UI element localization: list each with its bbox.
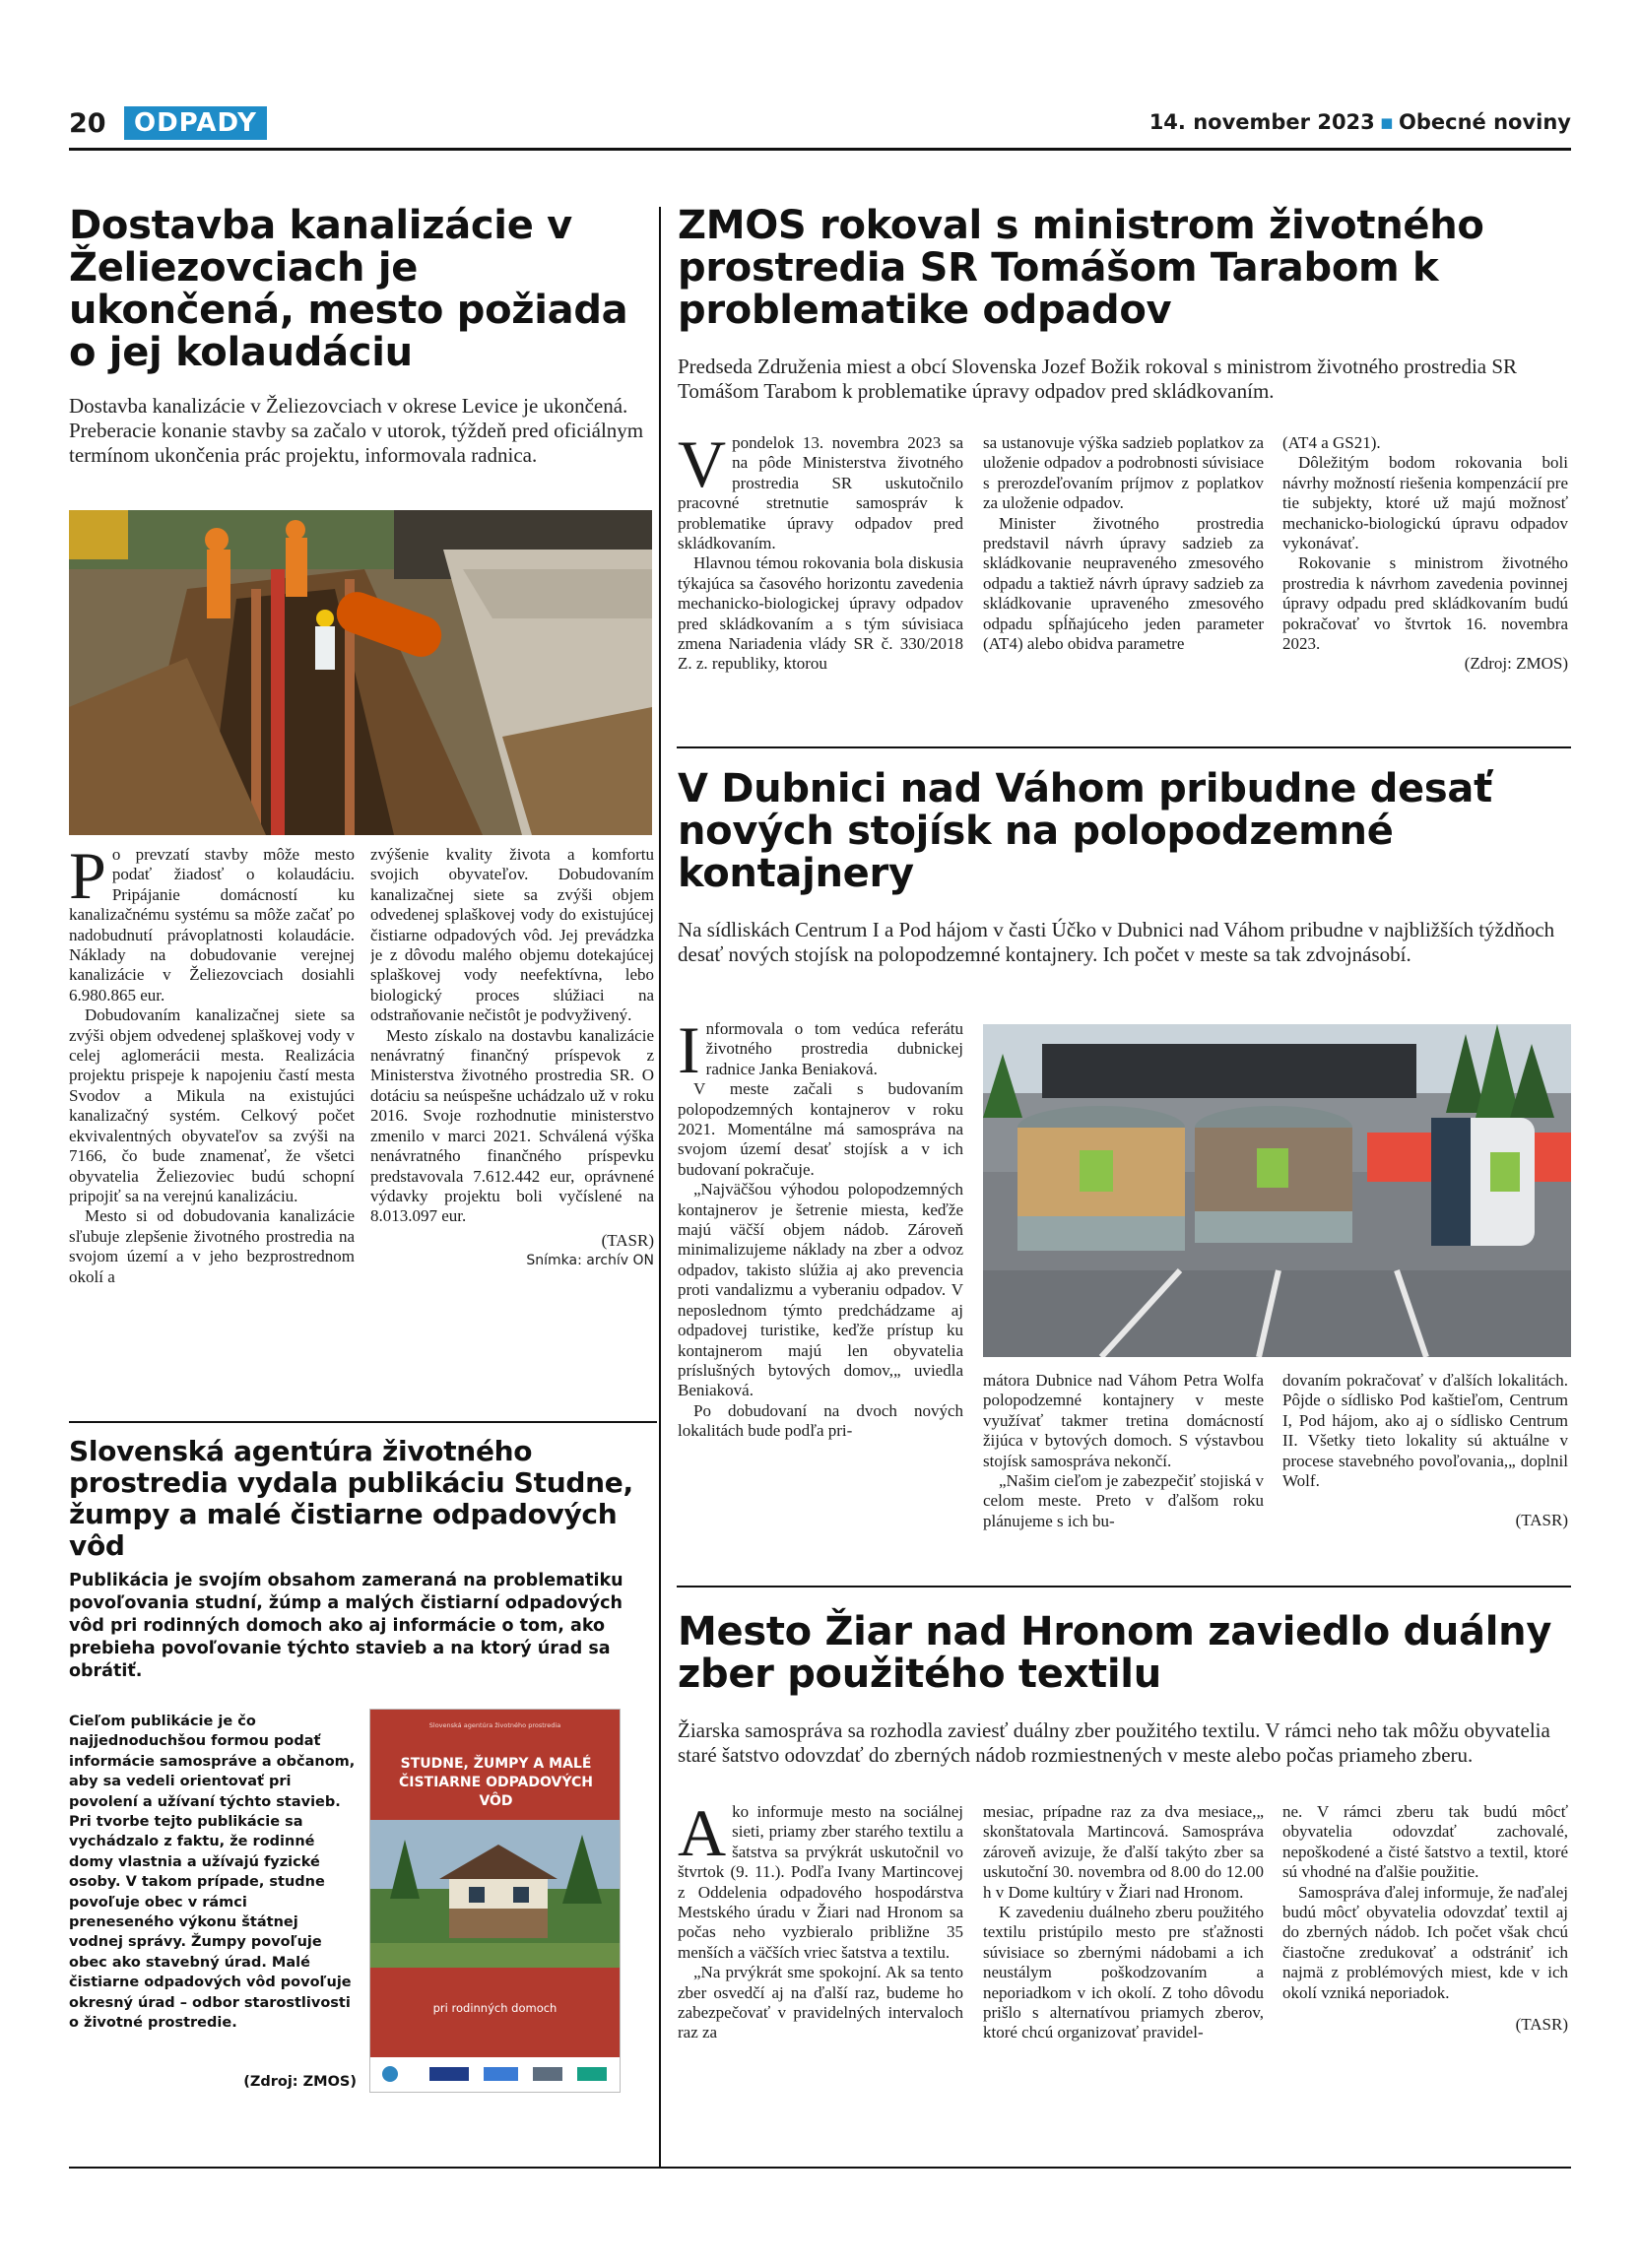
- paragraph: „Najväčšou výhodou polopodzemných kontajnerov je šetrenie miesta, keďže majú väčší objem nádob. Zároveň minimalizujeme náklady na zber a odvoz odpadov, takisto slúžia aj ako prevencia proti vandalizmu a vyberaniu odpadov. V neposlednom týmto predchádzame aj odpadovej turistike, keďže prístup ku kontajnerom majú len obyvatelia príslušných bytových domov,„ uviedla Beniaková.: [678, 1180, 963, 1400]
- paragraph: Dôležitým bodom rokovania boli návrhy možností riešenia kompenzácií pre tie subjekty, ktoré už majú možnosť mechanicko-biologickú úpravu odpadov vykonávať.: [1282, 453, 1568, 553]
- paragraph: zvýšenie kvality života a komfortu svojich obyvateľov. Dobudovaním kanalizačnej siete sa zvýši objem odvedenej splaškovej vody do existujúcej čistiarne odpadových vôd. Jej prevádzka je z dôvodu malého objemu dotekajúcej splaškovej vody neefektívna, lebo biologický proces slúžiaci na odstraňovanie nečistôt je podvyživený.: [370, 845, 654, 1025]
- article2-lead: Predseda Združenia miest a obcí Slovenska Jozef Božik rokoval s ministrom životného prostredia SR Tomášom Tarabom k problematike úpravy odpadov pred skládkovaním.: [678, 355, 1518, 403]
- containers-photo: [983, 1024, 1571, 1357]
- paragraph: Hlavnou témou rokovania bola diskusia týkajúca sa časového horizontu zavedenia mechanicko-biologickej úpravy odpadov pred skládkovaním a s tým súvisiaca zmena Nariadenia vlády SR č. 330/2018 Z. z. republiky, ktorou: [678, 553, 963, 674]
- article2-column-2: [983, 433, 1264, 727]
- paragraph: K zavedeniu duálneho zberu použitého textilu pristúpilo mesto pre sťažnosti súvisiace so zbernými nádobami a ich neustálym poškodzovaním a neporiadkom v ich okolí. Z toho dôvodu prišlo s alternatívou priamych zberov, ktoré chcú organizovať pravidel-: [983, 1903, 1264, 2042]
- column-divider: [659, 207, 661, 2167]
- paragraph: Po dobudovaní na dvoch nových lokalitách bude podľa pri-: [678, 1400, 963, 1441]
- paragraph: ne. V rámci zberu tak budú môcť obyvatelia odovzdať zachovalé, nepoškodené a čisté šatstvo a textil, ktoré sú vhodné na ďalšie použitie.: [1282, 1802, 1568, 1882]
- paragraph: „Na prvýkrát sme spokojní. Ak sa tento zber osvedčí aj na ďalší raz, budeme ho zabezpečovať v pravidelných intervaloch raz za: [678, 1963, 963, 2042]
- paragraph: Mesto si od dobudovania kanalizácie sľubuje zlepšenie životného prostredia na svojom území a v jeho bezprostrednom okolí a: [69, 1206, 355, 1286]
- section-tag: ODPADY: [124, 106, 267, 140]
- section-divider: [677, 1586, 1571, 1588]
- dropcap: A: [678, 1802, 727, 1870]
- header-rule: [69, 148, 1571, 151]
- article3-column-2: [983, 1371, 1264, 1568]
- sponsor-logos: [370, 2057, 620, 2092]
- source-credit: (TASR): [601, 1230, 654, 1250]
- paragraph: ko informuje mesto na sociálnej sieti, priamy zber starého textilu a šatstva sa prvýkrát uskutočnil vo štvrtok (9. 11.). Podľa Ivany Martincovej z Oddelenia odpadového hospodárstva Mestského úradu v Žiari nad Hronom sa počas neho vyzbieralo približne 35 menších a väčších vriec šatstva a textilu.: [678, 1802, 963, 1962]
- source-credit: (Zdroj: ZMOS): [243, 2074, 357, 2090]
- issue-info: [1149, 110, 1571, 134]
- publication-cover: [369, 1709, 621, 2093]
- article5-column-2: [983, 1802, 1264, 2162]
- paragraph: Samospráva ďalej informuje, že naďalej budú môcť obyvatelia odovzdať textil aj do zberných nádob. Ich počet však chcú čiastočne zredukovať a odstrániť ich najmä z problémových miest, kde v ich okolí vzniká neporiadok.: [1282, 1882, 1568, 2002]
- paragraph: Rokovanie s ministrom životného prostredia k návrhom zavedenia povinnej úpravy odpadu pred skládkovaním budú pokračovať vo štvrtok 16. novembra 2023.: [1282, 553, 1568, 654]
- paragraph: Mesto získalo na dostavbu kanalizácie nenávratný finančný príspevok z Ministerstva životného prostredia SR. O dotáciu sa neúspešne uchádzalo už v roku 2016. Svoje rozhodnutie ministerstvo zmenilo v marci 2021. Schválená výška nenávratného finančného príspevku predstavovala 7.612.442 eur, oprávnené výdavky projektu boli vyčíslené na 8.013.097 eur.: [370, 1025, 654, 1226]
- paragraph: sa ustanovuje výška sadzieb poplatkov za uloženie odpadov a podrobnosti súvisiace s prerozdeľovaním príjmov z poplatkov za uloženie odpadov.: [983, 433, 1264, 513]
- article5-headline: Mesto Žiar nad Hronom zaviedlo duálny zber použitého textilu: [678, 1609, 1552, 1697]
- paragraph: V meste začali s budovaním polopodzemných kontajnerov v roku 2021. Momentálne má samospráva na svojom území desať stojísk a v ich budovaní pokračuje.: [678, 1079, 963, 1179]
- cover-title: STUDNE, ŽUMPY A MALÉ ČISTIARNE ODPADOVÝCH VÔD: [398, 1756, 594, 1809]
- article4-body: Cieľom publikácie je čo najjednoduchšou formou podať informácie samospráve a občanom, aby sa vedeli orientovať pri povolení a užívaní týchto stavieb. Pri tvorbe tejto publikácie sa vychádzalo z faktu, že rodinné domy vlastnia a užívajú fyzické osoby. V takom prípade, studne povoľuje obec v rámci preneseného výkonu štátnej vodnej správy. Žumpy povoľuje obec ako stavebný úrad. Malé čistiarne odpadových vôd povoľuje okresný úrad – odbor starostlivosti o životné prostredie.: [69, 1714, 356, 2032]
- article1-column-1: [69, 845, 355, 1392]
- paragraph: o prevzatí stavby môže mesto podať žiadosť o kolaudáciu. Pripájanie domácností ku kanalizačnému systému sa môže začať po nadobudnutí právoplatnosti kolaudácie. Náklady na dobudovanie verejnej kanalizácie v Želiezovciach dosiahli 6.980.865 eur.: [69, 845, 355, 1004]
- article5-column-1: [678, 1802, 963, 2162]
- article4-headline: Slovenská agentúra životného prostredia vydala publikáciu Studne, žumpy a malé čistiarne odpadových vôd: [69, 1435, 633, 1562]
- issue-date: 14. november 2023: [1148, 110, 1375, 134]
- cover-subtitle: pri rodinných domoch: [432, 2001, 558, 2015]
- article5-lead: Žiarska samospráva sa rozhodla zaviesť duálny zber použitého textilu. V rámci neho tak môžu obyvatelia staré šatstvo odovzdať do zberných nádob rozmiestnených v meste alebo počas priameho zberu.: [678, 1718, 1550, 1767]
- paragraph: pondelok 13. novembra 2023 sa na pôde Ministerstva životného prostredia SR uskutočnilo pracovné stretnutie samospráv k problematike úpravy odpadov pred skládkovaním.: [678, 433, 963, 553]
- article1-lead: Dostavba kanalizácie v Želiezovciach v okrese Levice je ukončená. Preberacie konanie stavby sa začalo v utorok, týždeň pred oficiálnym termínom ukončenia prác projektu, informovala radnica.: [69, 394, 644, 467]
- source-credit: (Zdroj: ZMOS): [1464, 654, 1568, 674]
- section-divider: [69, 1421, 657, 1423]
- article3-lead: Na sídliskách Centrum I a Pod hájom v časti Účko v Dubnici nad Váhom pribudne v najbližších týždňoch desať nových stojísk na polopodzemné kontajnery. Ich počet v meste sa tak zdvojnásobí.: [678, 918, 1555, 966]
- dropcap: I: [678, 1019, 700, 1087]
- page-number: 20: [69, 108, 106, 139]
- paragraph: mátora Dubnice nad Váhom Petra Wolfa polopodzemné kontajnery v meste využívať takmer tretina domácností žijúca v bytových domoch. S výstavbou stojísk samospráva nekončí.: [983, 1371, 1264, 1470]
- newspaper-name: Obecné noviny: [1399, 110, 1571, 134]
- paragraph: nformovala o tom vedúca referátu životného prostredia dubnickej radnice Janka Beniaková.: [705, 1019, 963, 1078]
- article3-column-3: [1282, 1371, 1568, 1568]
- article2-column-1: [678, 433, 963, 727]
- article2-headline: ZMOS rokoval s ministrom životného prostredia SR Tomášom Tarabom k problematike odpadov: [678, 203, 1484, 333]
- construction-photo: [69, 510, 652, 835]
- paragraph: Dobudovaním kanalizačnej siete sa zvýši objem odvedenej splaškovej vody v celej aglomerácii mesta. Realizácia projektu prispeje k napojeniu častí mesta Svodov a Mikula na existujúci kanalizačný systém. Celkový počet ekvivalentných obyvateľov sa zvýši na 7166, čo bude znamenať, že všetci obyvatelia Želiezoviec budú schopní pripojiť sa na verejnú kanalizáciu.: [69, 1005, 355, 1205]
- bullet-separator: ▪: [1379, 110, 1395, 134]
- dropcap: P: [69, 845, 106, 913]
- article3-headline: V Dubnici nad Váhom pribudne desať nových stojísk na polopodzemné kontajnery: [678, 766, 1492, 896]
- source-credit: (TASR): [1515, 2015, 1568, 2035]
- paragraph: dovaním pokračovať v ďalších lokalitách. Pôjde o sídlisko Pod kaštieľom, Centrum I, Pod hájom, ako aj o sídlisko Centrum II. Všetky tieto lokality sú aktuálne v procese stavebného povoľovania,„ doplnil Wolf.: [1282, 1371, 1568, 1491]
- article5-column-3: [1282, 1802, 1568, 2162]
- article3-column-1: [678, 1019, 963, 1566]
- cover-publisher: Slovenská agentúra životného prostredia: [428, 1721, 561, 1729]
- footer-rule: [69, 2167, 1571, 2169]
- photo-credit: Snímka: archív ON: [526, 1253, 654, 1269]
- page-header: [69, 106, 1571, 150]
- article4-lead: Publikácia je svojím obsahom zameraná na problematiku povoľovania studní, žúmp a malých čistiarní odpadových vôd pri rodinných domoch ako aj informácie o tom, ako prebieha povoľovanie týchto stavieb a na ktorý úrad sa obrátiť.: [69, 1571, 623, 1681]
- house-photo: [370, 1820, 620, 1968]
- source-credit: (TASR): [1515, 1511, 1568, 1530]
- paragraph: „Našim cieľom je zabezpečiť stojiská v celom meste. Preto v ďalšom roku plánujeme s ich bu-: [983, 1471, 1264, 1530]
- article2-column-3: [1282, 433, 1568, 727]
- dropcap: V: [678, 433, 727, 501]
- paragraph: mesiac, prípadne raz za dva mesiace,„ skonštatovala Martincová. Samospráva zároveň avizuje, že ďalší takýto zber sa uskutoční 30. novembra od 8.00 do 12.00 h v Dome kultúry v Žiari nad Hronom.: [983, 1802, 1264, 1902]
- section-divider: [677, 746, 1571, 748]
- paragraph: Minister životného prostredia predstavil návrh úpravy sadzieb za skládkovanie neupraveného zmesového odpadu a taktiež návrh úpravy sadzieb za skládkovanie upraveného zmesového odpadu spĺňajúceho jeden parameter (AT4) alebo obidva parametre: [983, 513, 1264, 654]
- paragraph: (AT4 a GS21).: [1282, 433, 1381, 452]
- article1-headline: Dostavba kanalizácie v Želiezovciach je ukončená, mesto požiada o jej kolaudáciu: [69, 203, 628, 375]
- article1-column-2: [370, 845, 654, 1392]
